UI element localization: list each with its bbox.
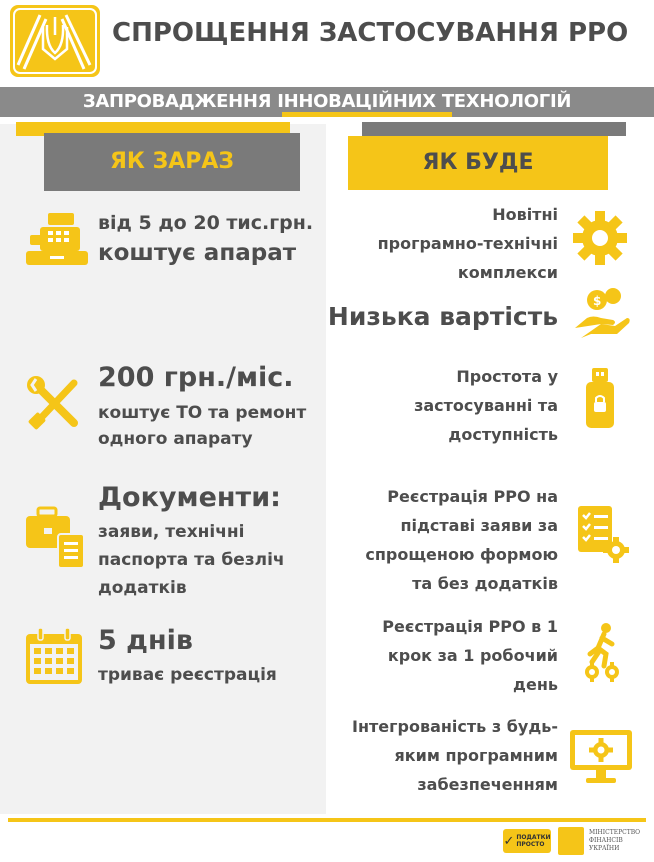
ministry-line2: ФІНАНСІВ bbox=[589, 837, 623, 844]
right-heading-accent bbox=[362, 122, 626, 136]
svg-text:$: $ bbox=[593, 294, 602, 308]
right-item-1-text bbox=[318, 200, 558, 287]
subtitle-banner: ЗАПРОВАДЖЕННЯ ІННОВАЦІЙНИХ ТЕХНОЛОГІЙ bbox=[0, 87, 654, 117]
briefcase-documents-icon bbox=[24, 506, 86, 574]
right-item-5-line3: день bbox=[513, 675, 558, 694]
left-heading: ЯК ЗАРАЗ bbox=[44, 133, 300, 191]
left-item-3-line2: паспорта та безліч bbox=[98, 550, 285, 570]
footer-divider bbox=[8, 818, 646, 822]
document-checklist-gear-icon bbox=[576, 506, 630, 568]
tools-icon bbox=[26, 375, 82, 435]
right-item-2-big: Низька вартість bbox=[327, 302, 558, 331]
right-item-3-text bbox=[318, 362, 558, 449]
monitor-gear-icon bbox=[570, 730, 632, 788]
right-item-1-line3: комплекси bbox=[457, 263, 558, 282]
checkmark-icon: ✓ bbox=[503, 833, 515, 849]
left-item-2-line2: одного апарату bbox=[98, 429, 253, 449]
hand-coins-icon bbox=[573, 288, 631, 342]
right-item-6-line3: забезпеченням bbox=[417, 775, 558, 794]
ministry-logo bbox=[558, 827, 584, 855]
right-item-6-text bbox=[298, 712, 558, 799]
page-title: СПРОЩЕННЯ ЗАСТОСУВАННЯ РРО bbox=[112, 18, 629, 48]
right-item-4-text bbox=[298, 482, 558, 598]
left-item-3-line1: заяви, технічні bbox=[98, 522, 245, 542]
right-item-4-line1: Реєстрація РРО на bbox=[387, 487, 558, 506]
right-item-4-line4: та без додатків bbox=[412, 574, 558, 593]
right-item-3-line3: доступність bbox=[448, 425, 558, 444]
trident-logo bbox=[10, 5, 100, 77]
badge-line2: ПРОСТО bbox=[516, 841, 545, 848]
right-item-4-line2: підставі заяви за bbox=[400, 516, 558, 535]
right-item-5-line1: Реєстрація РРО в 1 bbox=[382, 617, 558, 636]
right-item-6-line1: Інтегрованість з будь- bbox=[352, 717, 558, 736]
ministry-name bbox=[589, 829, 644, 853]
right-item-3-line1: Простота у bbox=[456, 367, 558, 386]
person-steps-gears-icon bbox=[580, 622, 626, 686]
right-item-1-line2: програмно-технічні bbox=[377, 234, 558, 253]
cash-register-icon bbox=[26, 213, 88, 269]
left-item-3-big: Документи: bbox=[98, 482, 281, 513]
left-item-4-big: 5 днів bbox=[98, 625, 193, 656]
left-item-4-line1: триває реєстрація bbox=[98, 665, 277, 685]
right-item-4-line3: спрощеною формою bbox=[365, 545, 558, 564]
subtitle-accent-bar bbox=[282, 112, 452, 117]
left-item-3-line3: додатків bbox=[98, 578, 187, 598]
badge-line1: ПОДАТКИ bbox=[516, 834, 551, 841]
ministry-line3: УКРАЇНИ bbox=[589, 845, 620, 852]
right-item-6-line2: яким програмним bbox=[394, 746, 558, 765]
left-item-2-big: 200 грн./міс. bbox=[98, 362, 294, 393]
left-item-2-line1: коштує ТО та ремонт bbox=[98, 403, 307, 423]
left-item-1-line2: коштує апарат bbox=[98, 240, 297, 266]
right-item-5-line2: крок за 1 робочий bbox=[387, 646, 558, 665]
left-item-1-line1: від 5 до 20 тис.грн. bbox=[98, 212, 314, 234]
right-heading: ЯК БУДЕ bbox=[348, 136, 608, 190]
right-item-5-text bbox=[318, 612, 558, 699]
right-item-3-line2: застосуванні та bbox=[414, 396, 558, 415]
gear-icon bbox=[573, 211, 627, 269]
calendar-icon bbox=[26, 628, 82, 688]
usb-drive-icon bbox=[584, 368, 616, 432]
podatky-prosto-badge bbox=[503, 829, 551, 853]
right-item-1-line1: Новітні bbox=[492, 205, 558, 224]
ministry-line1: МІНІСТЕРСТВО bbox=[589, 829, 641, 836]
